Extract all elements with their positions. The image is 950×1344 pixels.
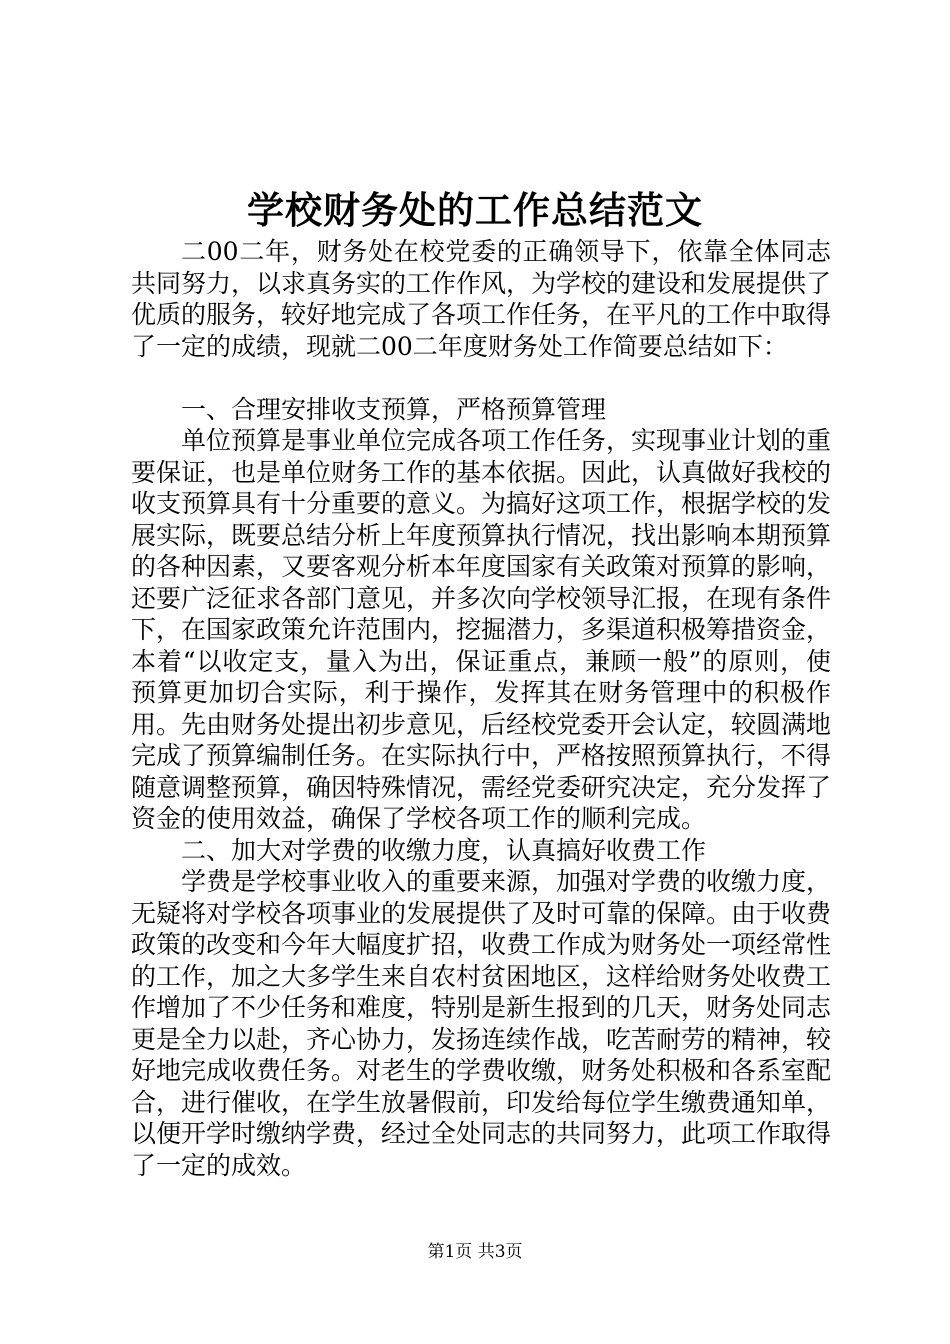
document-title: 学校财务处的工作总结范文 bbox=[247, 188, 703, 232]
section-2-heading: 二、加大对学费的收缴力度，认真搞好收费工作 bbox=[181, 835, 707, 865]
paragraph-spacer bbox=[131, 362, 831, 394]
section-1-heading: 一、合理安排收支预算，严格预算管理 bbox=[181, 394, 607, 424]
section-2-paragraph: 学费是学校事业收入的重要来源，加强对学费的收缴力度，无疑将对学校各项事业的发展提供了及时可靠的保障。由于收费政策的改变和今年大幅度扩招，收费工作成为财务处一项经常性的工作，加之大多学生来自农村贫困地区，这样给财务处收费工作增加了不少任务和难度，特别是新生报到的几天，财务处同志更是全力以赴，齐心协力，发扬连续作战，吃苦耐劳的精神，较好地完成收费任务。对老生的学费收缴，财务处积极和各系室配合，进行催收，在学生放暑假前，印发给每位学生缴费通知单，以便开学时缴纳学费，经过全处同志的共同努力，此项工作取得了一定的成效。 bbox=[131, 867, 832, 1180]
section-1-paragraph: 单位预算是事业单位完成各项工作任务，实现事业计划的重要保证，也是单位财务工作的基本依据。因此，认真做好我校的收支预算具有十分重要的意义。为搞好这项工作，根据学校的发展实际，既要总结分析上年度预算执行情况，找出影响本期预算的各种因素，又要客观分析本年度国家有关政策对预算的影响，还要广泛征求各部门意见，并多次向学校领导汇报，在现有条件下，在国家政策允许范围内，挖掘潜力，多渠道积极筹措资金，本着“以收定支，量入为出，保证重点，兼顾一般”的原则，使预算更加切合实际，利于操作，发挥其在财务管理中的积极作用。先由财务处提出初步意见，后经校党委开会认定，较圆满地完成了预算编制任务。在实际执行中，严格按照预算执行，不得随意调整预算，确因特殊情况，需经党委研究决定，充分发挥了资金的使用效益，确保了学校各项工作的顺利完成。 bbox=[131, 426, 832, 833]
intro-paragraph: 二00二年，财务处在校党委的正确领导下，依靠全体同志共同努力，以求真务实的工作作风，为学校的建设和发展提供了优质的服务，较好地完成了各项工作任务，在平凡的工作中取得了一定的成绩，现就二00二年度财务处工作简要总结如下： bbox=[131, 237, 832, 361]
document-body bbox=[131, 236, 831, 1181]
page-footer: 第1页 共3页 bbox=[427, 1242, 523, 1262]
